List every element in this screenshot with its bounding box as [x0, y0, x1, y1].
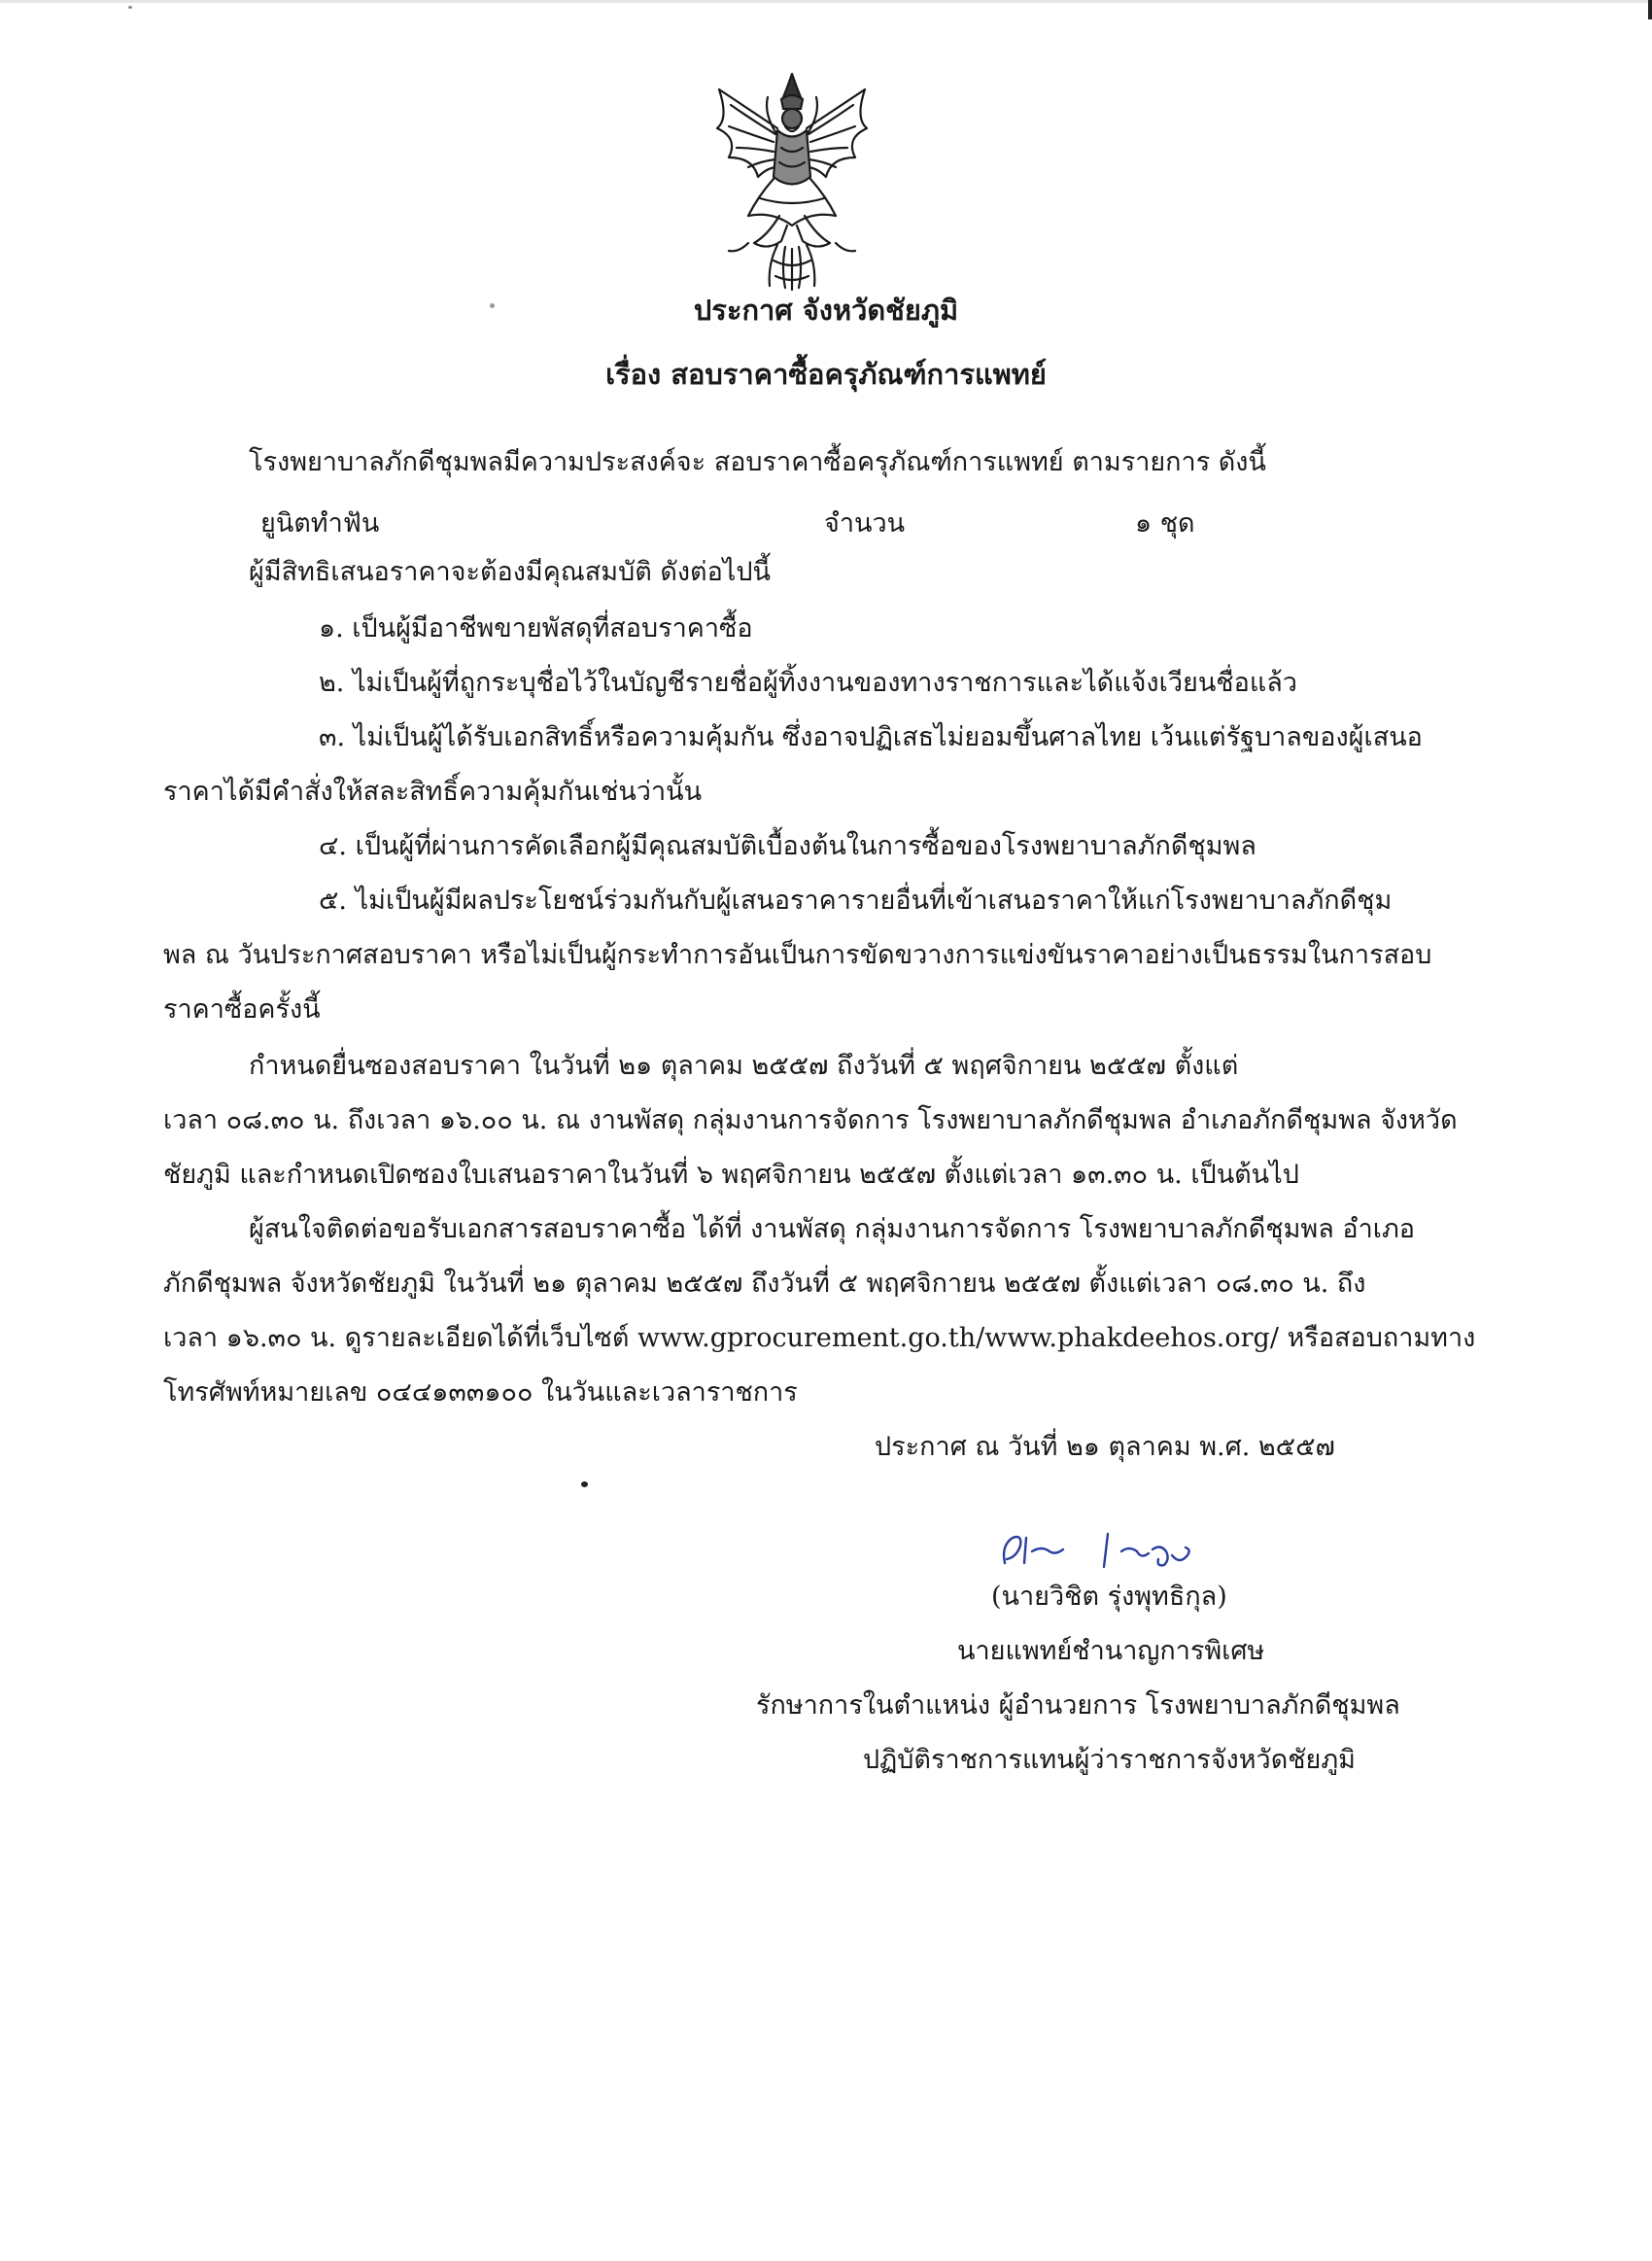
qualification-5-line-3: ราคาซื้อครั้งนี้: [163, 994, 321, 1025]
intro-paragraph: โรงพยาบาลภักดีชุมพลมีความประสงค์จะ สอบราคาซื้อครุภัณฑ์การแพทย์ ตามรายการ ดังนี้: [249, 447, 1266, 477]
qualification-2: ๒. ไม่เป็นผู้ที่ถูกระบุชื่อไว้ในบัญชีรายชื่อผู้ทิ้งงานของทางราชการและได้แจ้งเวียนชื่อแล้ว: [319, 668, 1297, 698]
qualification-3-line-1: ๓. ไม่เป็นผู้ได้รับเอกสิทธิ์หรือความคุ้มกัน ซึ่งอาจปฏิเสธไม่ยอมขึ้นศาลไทย เว้นแต่รัฐบาลของผู้เสนอ: [319, 722, 1423, 752]
contact-line-4: โทรศัพท์หมายเลข ๐๔๔๑๓๓๑๐๐ ในวันและเวลาราชการ: [163, 1377, 798, 1408]
contact-line-1: ผู้สนใจติดต่อขอรับเอกสารสอบราคาซื้อ ได้ที่ งานพัสดุ กลุ่มงานการจัดการ โรงพยาบาลภักดีชุมพล อำเภอ: [249, 1214, 1415, 1244]
on-behalf-of-governor: ปฏิบัติราชการแทนผู้ว่าราชการจังหวัดชัยภูมิ: [863, 1745, 1356, 1775]
page-top-edge: [0, 0, 1652, 3]
qualification-3-line-2: ราคาได้มีคำสั่งให้สละสิทธิ์ความคุ้มกันเช่นว่านั้น: [163, 777, 703, 807]
announcement-subject: เรื่อง สอบราคาซื้อครุภัณฑ์การแพทย์: [605, 358, 1047, 391]
item-qty-value: ๑ ชุด: [1135, 508, 1195, 539]
contact-line-3: เวลา ๑๖.๓๐ น. ดูรายละเอียดได้ที่เว็บไซต์ www.gprocurement.go.th/www.phakdeehos.org/ หรือสอบถามทาง: [163, 1323, 1476, 1353]
announce-date: ประกาศ ณ วันที่ ๒๑ ตุลาคม พ.ศ. ๒๕๕๗: [875, 1432, 1335, 1462]
garuda-emblem-icon: [700, 70, 884, 294]
item-row: [0, 502, 1652, 537]
scan-speck: [581, 1481, 588, 1487]
acting-position: รักษาการในตำแหน่ง ผู้อำนวยการ โรงพยาบาลภักดีชุมพล: [756, 1690, 1400, 1721]
qualifications-heading: ผู้มีสิทธิเสนอราคาจะต้องมีคุณสมบัติ ดังต่อไปนี้: [249, 557, 771, 587]
qualification-1: ๑. เป็นผู้มีอาชีพขายพัสดุที่สอบราคาซื้อ: [319, 613, 753, 644]
scan-speck: [128, 6, 132, 9]
page-scan-mark: [1648, 0, 1652, 19]
signer-name: (นายวิชิต รุ่งพุทธิกุล): [991, 1582, 1227, 1612]
item-qty-label: จำนวน: [824, 508, 906, 539]
qualification-5-line-1: ๕. ไม่เป็นผู้มีผลประโยชน์ร่วมกันกับผู้เสนอราคารายอื่นที่เข้าเสนอราคาให้แก่โรงพยาบาลภักดีชุม: [319, 886, 1393, 916]
submission-line-1: กำหนดยื่นซองสอบราคา ในวันที่ ๒๑ ตุลาคม ๒๕๕๗ ถึงวันที่ ๕ พฤศจิกายน ๒๕๕๗ ตั้งแต่: [249, 1051, 1239, 1081]
submission-line-3: ชัยภูมิ และกำหนดเปิดซองใบเสนอราคาในวันที่ ๖ พฤศจิกายน ๒๕๕๗ ตั้งแต่เวลา ๑๓.๓๐ น. เป็นต้นไป: [163, 1160, 1299, 1190]
handwritten-signature-icon: [993, 1516, 1226, 1584]
qualification-5-line-2: พล ณ วันประกาศสอบราคา หรือไม่เป็นผู้กระทำการอันเป็นการขัดขวางการแข่งขันราคาอย่างเป็นธรรมในการสอบ: [163, 940, 1432, 970]
submission-line-2: เวลา ๐๘.๓๐ น. ถึงเวลา ๑๖.๐๐ น. ณ งานพัสดุ กลุ่มงานการจัดการ โรงพยาบาลภักดีชุมพล อำเภอภักดีชุมพล จังหวัด: [163, 1105, 1458, 1135]
announcement-title: ประกาศ จังหวัดชัยภูมิ: [693, 294, 959, 327]
scan-speck: [490, 303, 495, 308]
signer-position: นายแพทย์ชำนาญการพิเศษ: [957, 1636, 1265, 1666]
contact-line-2: ภักดีชุมพล จังหวัดชัยภูมิ ในวันที่ ๒๑ ตุลาคม ๒๕๕๗ ถึงวันที่ ๕ พฤศจิกายน ๒๕๕๗ ตั้งแต่เวลา ๐๘.๓๐ น. ถึง: [163, 1269, 1366, 1299]
item-name: ยูนิตทำฟัน: [260, 508, 380, 539]
qualification-4: ๔. เป็นผู้ที่ผ่านการคัดเลือกผู้มีคุณสมบัติเบื้องต้นในการซื้อของโรงพยาบาลภักดีชุมพล: [319, 831, 1256, 861]
